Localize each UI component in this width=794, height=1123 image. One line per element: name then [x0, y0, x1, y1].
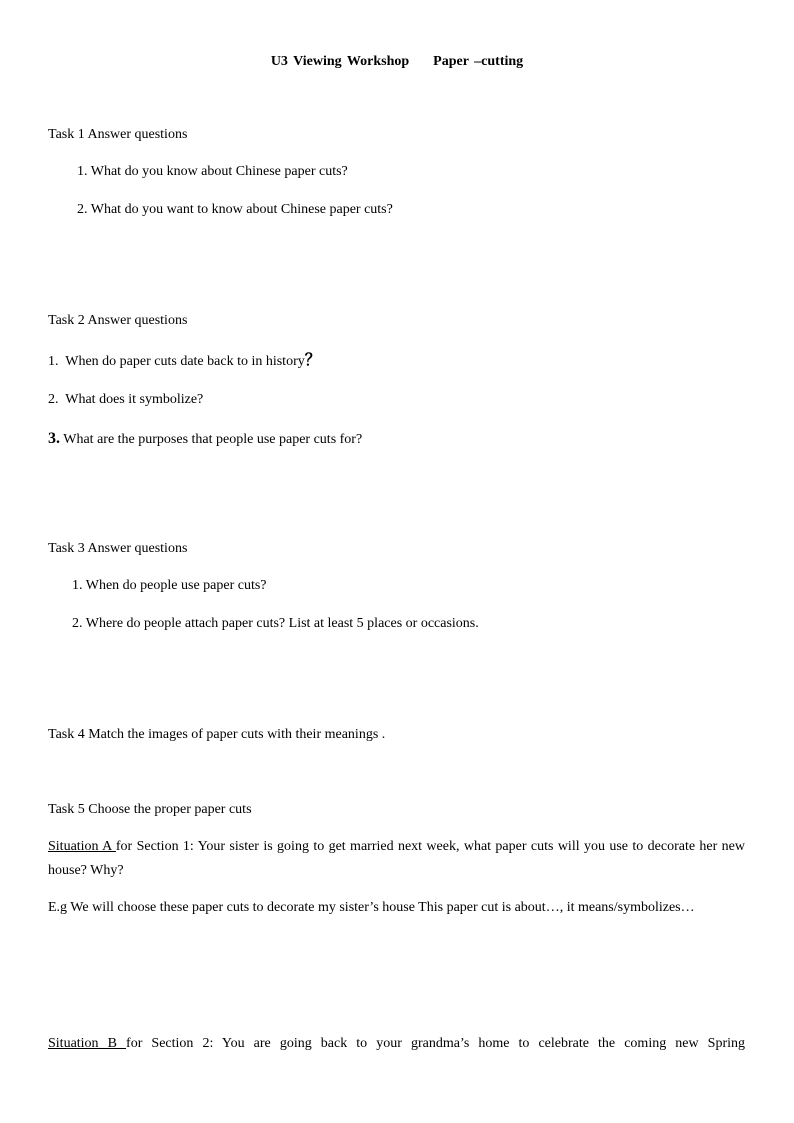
situation-b-label: Situation B	[48, 1036, 127, 1051]
title-unit: U3 Viewing Workshop	[270, 54, 410, 69]
task-1-heading: Task 1 Answer questions	[48, 127, 188, 142]
situation-b-paragraph	[48, 1032, 745, 1056]
situation-a-paragraph	[48, 835, 745, 883]
situation-a-label: Situation A	[48, 839, 116, 854]
example-paragraph: E.g We will choose these paper cuts to decorate my sister’s house This paper cut is about…, it means/symbolizes…	[48, 900, 695, 915]
task-3-question-2: 2. Where do people attach paper cuts? List at least 5 places or occasions.	[72, 616, 479, 631]
task-3-heading: Task 3 Answer questions	[48, 541, 188, 556]
task-1-question-2: 2. What do you want to know about Chinese paper cuts?	[77, 202, 393, 217]
situation-b-text: for Section 2: You are going back to your grandma’s home to celebrate the coming new Spring	[126, 1036, 745, 1051]
task-2-question-3: 3. What are the purposes that people use paper cuts for?	[48, 430, 363, 447]
task-5-heading: Task 5 Choose the proper paper cuts	[48, 802, 252, 817]
page-title	[0, 50, 794, 74]
task-1-question-1: 1. What do you know about Chinese paper cuts?	[77, 164, 348, 179]
situation-a-text: for Section 1: Your sister is going to get married next week, what paper cuts will you use to decorate her new house? Why?	[48, 839, 745, 878]
title-topic: Paper –cutting	[433, 54, 524, 69]
task-2-heading: Task 2 Answer questions	[48, 313, 188, 328]
task-4-heading: Task 4 Match the images of paper cuts with their meanings .	[48, 727, 386, 742]
task-3-question-1: 1. When do people use paper cuts?	[72, 578, 267, 593]
task-2-question-1: 1. When do paper cuts date back to in history？	[48, 352, 321, 369]
task-2-question-2: 2. What does it symbolize?	[48, 392, 204, 407]
